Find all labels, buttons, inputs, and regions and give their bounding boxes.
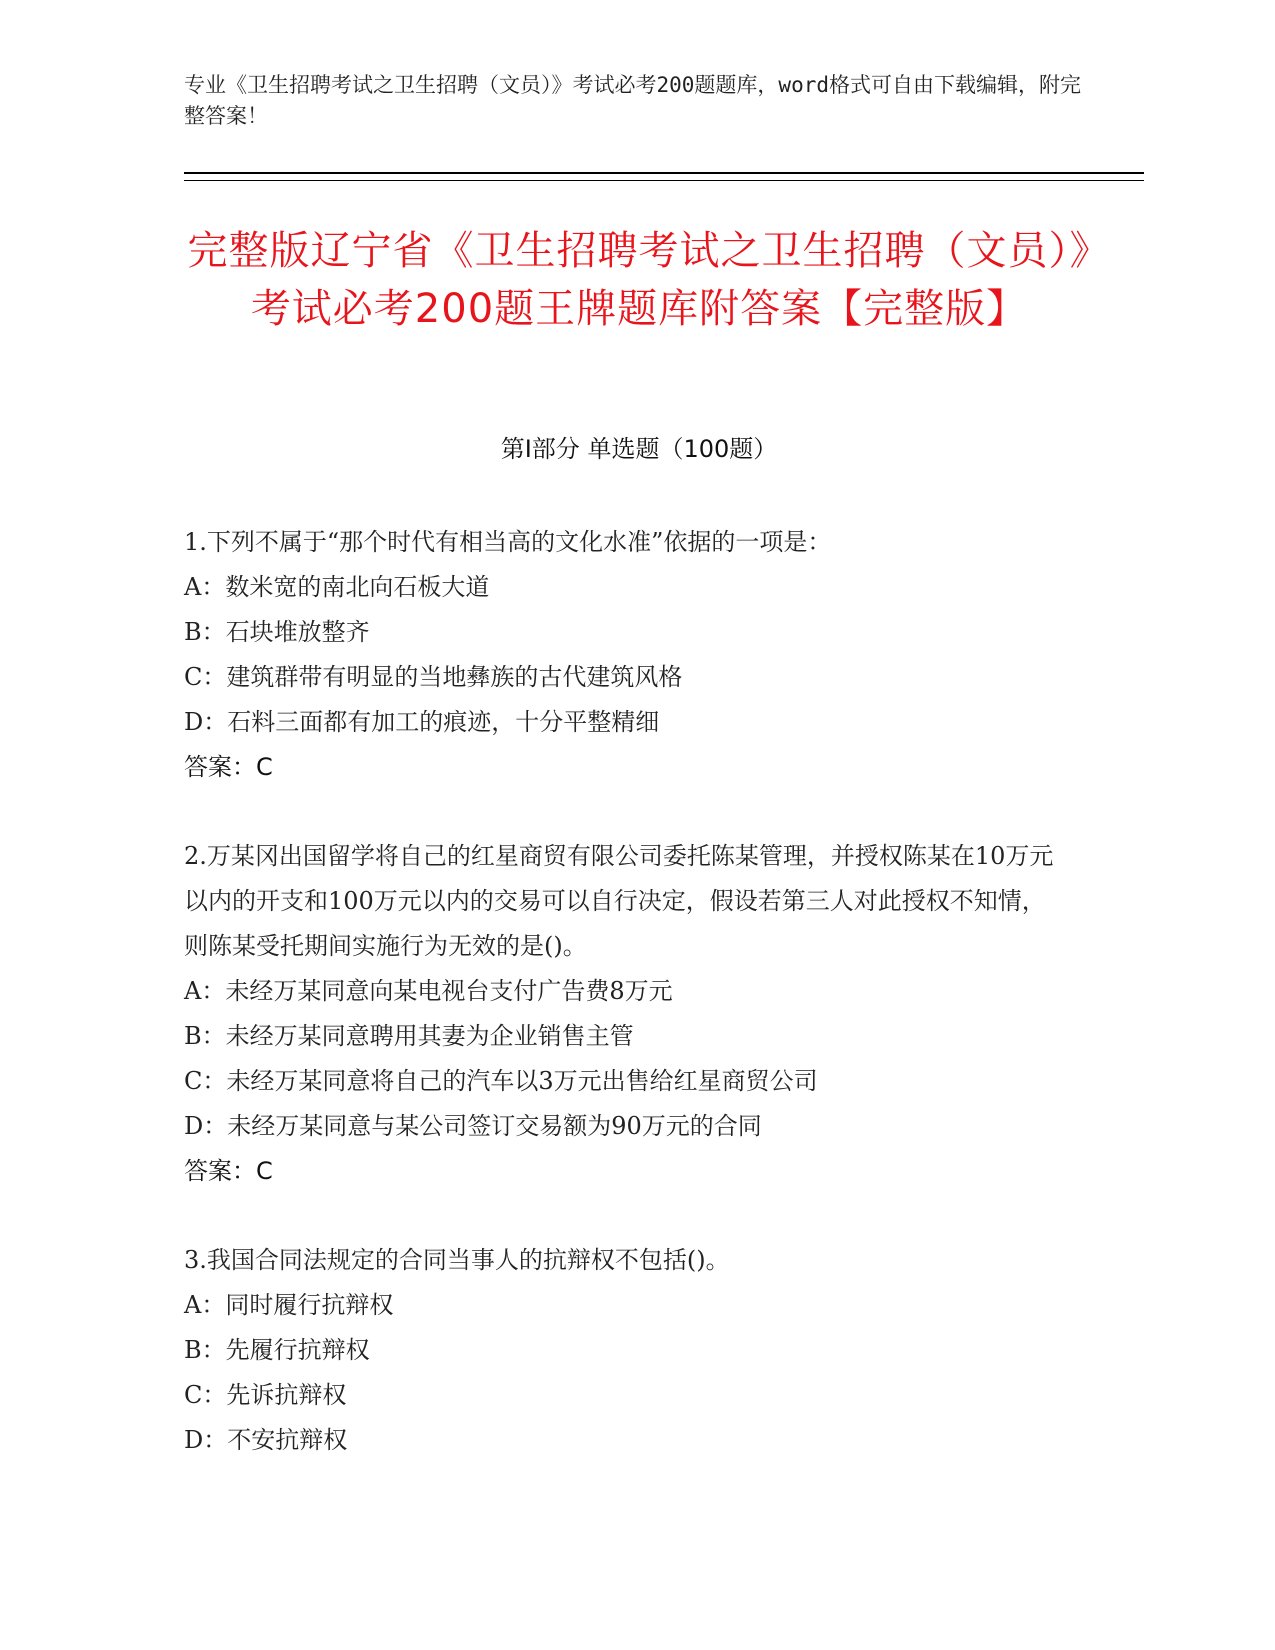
answer-line: 答案：C [184, 753, 273, 781]
question-stem: 1.下列不属于“那个时代有相当高的文化水准”依据的一项是： [184, 528, 832, 556]
question-1 [184, 520, 1064, 790]
header-rule-thin [184, 180, 1144, 181]
option-b: B：未经万某同意聘用其妻为企业销售主管 [184, 1022, 634, 1050]
option-a: A：未经万某同意向某电视台支付广告费8万元 [184, 977, 673, 1005]
question-list [184, 520, 1064, 1507]
option-c: C：建筑群带有明显的当地彝族的古代建筑风格 [184, 663, 683, 691]
question-3 [184, 1238, 1064, 1463]
option-c: C：先诉抗辩权 [184, 1381, 347, 1409]
section-heading: 第I部分 单选题（100题） [500, 435, 778, 463]
document-title: 完整版辽宁省《卫生招聘考试之卫生招聘（文员）》考试必考200题王牌题库附答案【完整版】 [187, 228, 1091, 332]
question-stem: 3.我国合同法规定的合同当事人的抗辩权不包括()。 [184, 1246, 730, 1274]
question-2 [184, 834, 1064, 1194]
header-rule-thick [184, 172, 1144, 174]
header-note: 专业《卫生招聘考试之卫生招聘（文员）》考试必考200题题库，word格式可自由下载编辑，附完整答案！ [184, 73, 1081, 128]
option-d: D：不安抗辩权 [184, 1426, 348, 1454]
option-a: A：同时履行抗辩权 [184, 1291, 394, 1319]
option-b: B：石块堆放整齐 [184, 618, 370, 646]
option-d: D：未经万某同意与某公司签订交易额为90万元的合同 [184, 1112, 762, 1140]
option-c: C：未经万某同意将自己的汽车以3万元出售给红星商贸公司 [184, 1067, 818, 1095]
option-a: A：数米宽的南北向石板大道 [184, 573, 490, 601]
answer-line: 答案：C [184, 1157, 273, 1185]
option-b: B：先履行抗辩权 [184, 1336, 370, 1364]
option-d: D：石料三面都有加工的痕迹，十分平整精细 [184, 708, 660, 736]
question-stem: 2.万某冈出国留学将自己的红星商贸有限公司委托陈某管理，并授权陈某在10万元以内的开支和100万元以内的交易可以自行决定，假设若第三人对此授权不知情，则陈某受托期间实施行为无效的是()。 [184, 842, 1054, 960]
